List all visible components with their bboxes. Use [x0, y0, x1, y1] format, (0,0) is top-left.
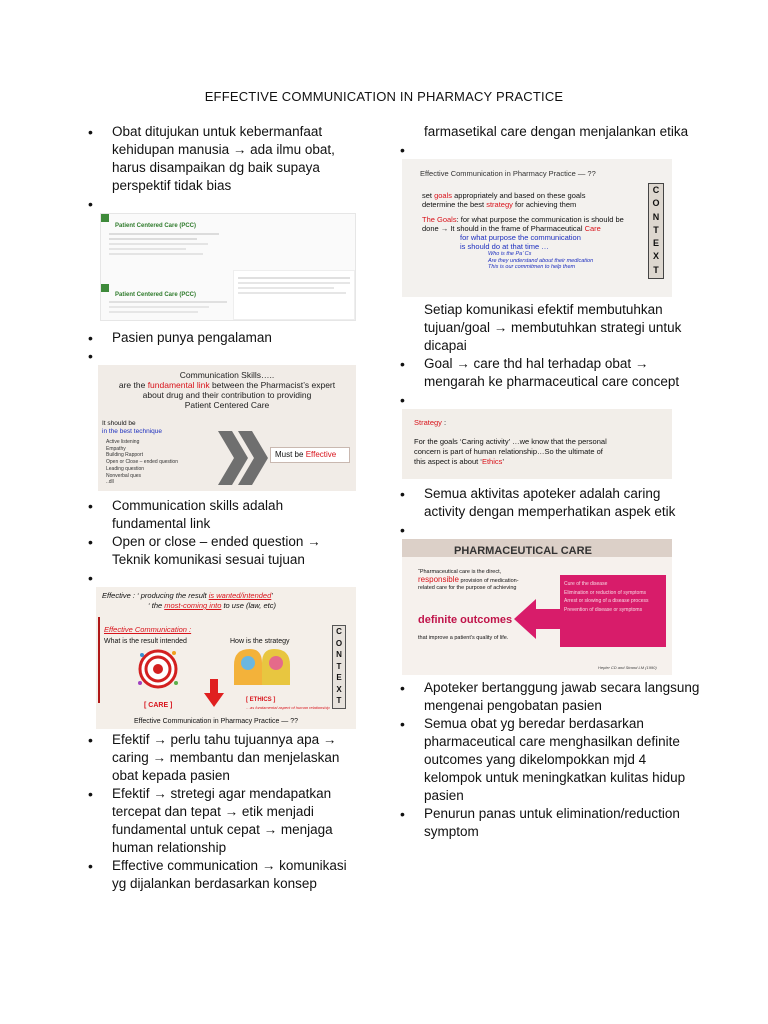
slide-heading	[98, 370, 356, 410]
outcome-item: Arrest or slowing of a disease process	[564, 598, 649, 604]
text-line: This is our commitmen to help them	[488, 264, 576, 270]
list-item: • Efektif → perlu tahu tujuannya apa → caring → membantu dan menjelaskan obat kepada pasien	[88, 731, 360, 785]
slide-title: Patient Centered Care (PCC)	[115, 223, 197, 229]
text-run: :	[441, 418, 447, 427]
context-letter: N	[336, 650, 342, 659]
list-item-empty	[88, 347, 360, 365]
heads-icon	[230, 645, 294, 689]
text-line: that improve a patient’s quality of life.	[418, 635, 509, 641]
document-title: EFFECTIVE COMMUNICATION IN PHARMACY PRACTICE	[204, 89, 564, 104]
slide-heading-line: Communication Skills…..	[179, 370, 275, 380]
slide-definition	[102, 591, 276, 611]
list-item: ..dll	[106, 479, 114, 486]
context-letter: N	[652, 211, 660, 222]
ethics-caption: …as fundamental aspect of human relationship	[246, 705, 330, 710]
list-item: Nonverbal ques	[106, 472, 142, 479]
text-run: Effective : ‘ producing the result	[102, 591, 209, 600]
right-column	[400, 123, 702, 841]
list-item-continuation: farmasetikal care dengan menjalankan etika	[424, 124, 689, 139]
text-line	[418, 576, 578, 585]
text-highlight: responsible	[418, 575, 459, 584]
list-item-continuation: Setiap komunikasi efektif membutuhkan tujuan/goal → membutuhkan strategi untuk dicapai	[424, 302, 682, 353]
context-letter: X	[652, 251, 659, 262]
text-line: It should be	[102, 420, 136, 427]
left-column	[88, 123, 360, 893]
outcome-item: Elimination or reduction of symptoms	[564, 589, 646, 596]
list-item-empty	[400, 141, 702, 159]
text-line	[422, 200, 642, 209]
list-item: • Penurun panas untuk elimination/reduction symptom	[400, 805, 702, 841]
slide-title-second: Patient Centered Care (PCC)	[115, 292, 197, 298]
slide-title: PHARMACEUTICAL CARE	[454, 545, 592, 557]
list-item-empty	[88, 195, 360, 213]
text-line: is should do at that time …	[460, 242, 549, 251]
slide-patient-centered-care	[100, 213, 356, 321]
chevron-arrows-icon	[218, 431, 270, 485]
slide-pharmaceutical-care	[402, 539, 672, 675]
context-letter: T	[653, 224, 659, 235]
text-run: ’	[271, 591, 273, 600]
text-line: in the best technique	[102, 428, 162, 435]
text-line	[102, 591, 276, 601]
slide-subheading: Effective Communication :	[104, 625, 192, 634]
text-highlight: Strategy	[414, 418, 442, 427]
must-be-effective-box	[270, 447, 350, 463]
slide-effective-communication	[96, 587, 356, 729]
text-line: “Pharmaceutical care is the direct,	[418, 569, 502, 575]
text-line: Are they understand about their medication	[488, 257, 594, 264]
target-icon	[136, 647, 180, 691]
text-highlight: Care	[584, 224, 601, 233]
list-item: • Semua obat yg beredar berdasarkan pharmaceutical care menghasilkan definite outcomes yang dikelompokkan mjd 4 kelompok untuk meningkatkan kulitas hidup pasien	[400, 715, 702, 805]
text-highlight: The Goals	[422, 215, 457, 224]
outcome-item: Cure of the disease	[564, 581, 608, 587]
context-letter: C	[336, 627, 342, 636]
text-run: determine the best	[422, 200, 487, 209]
text-line: for what purpose the communication	[460, 233, 581, 242]
text-run: are the	[118, 380, 148, 390]
text-line	[414, 457, 666, 467]
list-item-empty	[400, 391, 702, 409]
list-item: • Goal → care thd hal terhadap obat → mengarah ke pharmaceutical care concept	[400, 355, 702, 391]
list-item: Leading question	[106, 465, 145, 472]
list-item: • Communication skills adalah fundamental link	[88, 497, 360, 533]
text-line	[102, 601, 276, 611]
slide-inset-panel	[233, 270, 355, 320]
text-run: ‘ the	[148, 601, 165, 610]
slide-corner-mark	[101, 284, 109, 292]
context-letter: T	[336, 661, 342, 671]
technique-list	[106, 439, 178, 486]
text-line	[422, 215, 642, 233]
list-item: Active listening	[106, 439, 140, 445]
context-letter: C	[652, 185, 660, 195]
slide-communication-skills	[98, 365, 356, 491]
slide-strategy	[402, 409, 672, 479]
text-run: to use (law, etc)	[221, 601, 276, 610]
text-highlight: is wanted/intended	[208, 591, 272, 600]
text-highlight: Ethics	[481, 457, 503, 466]
slide-corner-mark	[101, 214, 109, 222]
text-highlight: Effective	[305, 450, 337, 459]
slide-body	[414, 437, 666, 467]
slide-footer: Effective Communication in Pharmacy Practice — ??	[133, 718, 299, 725]
list-item: • Obat ditujukan untuk kebermanfaat kehidupan manusia → ada ilmu obat, harus disampaikan dg baik supaya perspektif tidak bias	[88, 123, 360, 195]
slide-body	[422, 191, 642, 271]
list-item: • Apoteker bertanggung jawab secara langsung mengenai pengobatan pasien	[400, 679, 702, 715]
list-item: • Effective communication → komunikasi yg dijalankan berdasarkan konsep	[88, 857, 360, 893]
text-run: for achieving them	[512, 200, 577, 209]
text-highlight: fundamental link	[147, 380, 210, 390]
context-letter: X	[336, 684, 342, 694]
text-line: For the goals ‘Caring activity’ …we know that the personal	[414, 437, 607, 446]
list-item-empty	[88, 569, 360, 587]
text-line: related care for the purpose of achieving	[418, 585, 517, 591]
outcome-item: Prevention of disease or symptoms	[564, 606, 643, 613]
list-item: Building Rapport	[106, 452, 143, 459]
text-line: concern is part of human relationship…So the ultimate of	[414, 447, 603, 456]
care-label: [ CARE ]	[144, 702, 173, 709]
list-item: • Efektif → stretegi agar mendapatkan tercepat dan tepat → etik menjadi fundamental untuk cepat → menjaga human relationship	[88, 785, 360, 857]
slide-should-text	[102, 420, 162, 436]
context-letter: O	[335, 638, 343, 648]
list-item: Open or Close – ended question	[106, 459, 178, 466]
outcomes-box	[560, 575, 666, 647]
slide-title: Effective Communication in Pharmacy Practice — ??	[420, 169, 596, 178]
context-letter: T	[653, 264, 659, 275]
text-run: : for what purpose the communication is should be done → It should in the frame of Pharmaceutical	[422, 215, 624, 233]
text-highlight: most-coming into	[164, 601, 222, 610]
text-line: What is the result intended	[104, 638, 187, 645]
list-item: • Semua aktivitas apoteker adalah caring activity dengan memperhatikan aspek etik	[400, 485, 702, 521]
slide-body-text	[109, 230, 219, 272]
text-run: this aspect is about ‘	[414, 457, 482, 466]
slide-heading-line: about drug and their contribution to providing	[142, 390, 312, 400]
text-run: Must be	[275, 450, 306, 459]
slide-vertical-rule	[98, 617, 100, 703]
context-letter: O	[652, 198, 660, 209]
text-line	[422, 191, 642, 200]
slide-heading-line: Patient Centered Care	[184, 400, 270, 410]
list-item: • Pasien punya pengalaman	[88, 329, 360, 347]
list-item: • Open or close – ended question → Teknik komunikasi sesuai tujuan	[88, 533, 360, 569]
context-letter: E	[336, 673, 342, 682]
slide-goals	[402, 159, 672, 297]
text-line: How is the strategy	[230, 638, 290, 645]
text-highlight: goals	[434, 191, 453, 200]
text-run: ’	[502, 457, 505, 466]
context-letter: T	[336, 696, 342, 705]
list-item: Empathy	[106, 445, 126, 452]
context-vertical-box	[648, 183, 664, 279]
text-run: set	[422, 191, 435, 200]
arrow-down-icon	[204, 679, 224, 707]
slide-body	[418, 569, 578, 592]
definite-outcomes-label: definite outcomes	[418, 614, 513, 626]
arrow-left-icon	[514, 599, 564, 639]
text-run: between the Pharmacist’s expert	[209, 380, 336, 390]
text-run: provision of medication-	[458, 578, 519, 584]
context-vertical-box	[332, 625, 346, 709]
text-highlight: strategy	[486, 200, 513, 209]
ethics-label: [ ETHICS ]	[246, 697, 276, 703]
slide-citation: Hepler CD and Strand LM (1990)	[598, 665, 657, 670]
slide-label	[414, 414, 446, 432]
text-line: Who is the Pa’ Cs	[488, 251, 532, 257]
list-item-empty	[400, 521, 702, 539]
slide-body-text	[109, 298, 227, 316]
context-letter: E	[652, 238, 659, 249]
text-run: appropriately and based on these goals	[452, 191, 586, 200]
slide-heading-line	[98, 380, 356, 390]
